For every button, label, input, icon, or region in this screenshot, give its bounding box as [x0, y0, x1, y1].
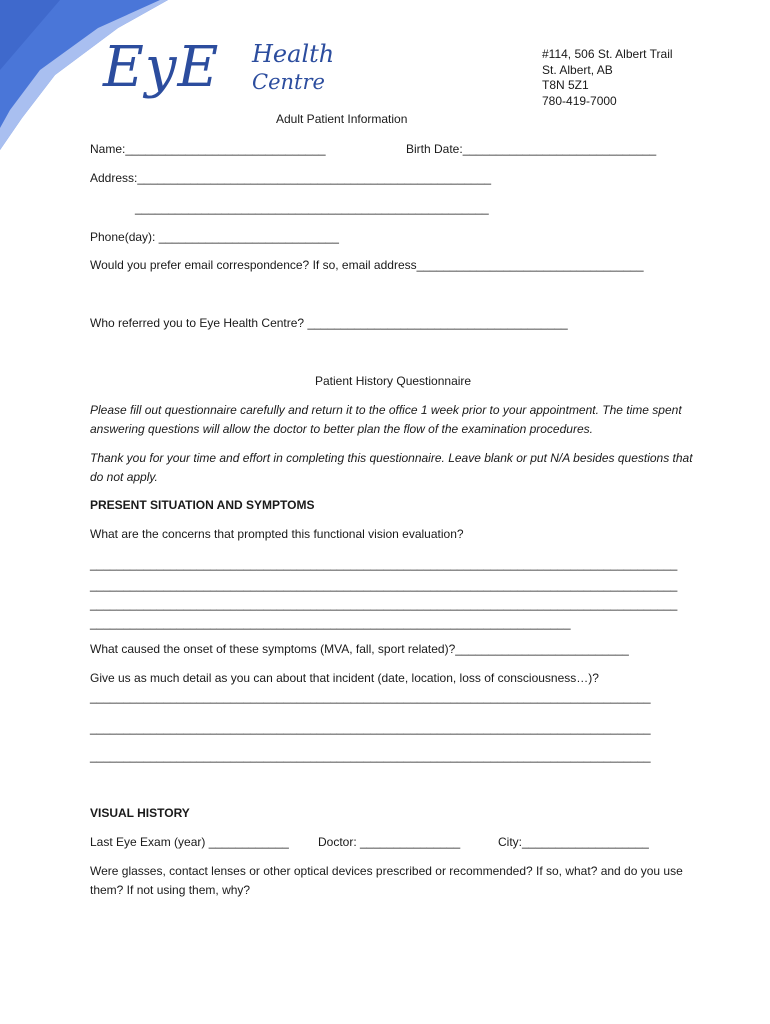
phone-field[interactable]: Phone(day): ___________________________	[90, 230, 339, 244]
answer-line[interactable]: ________________________________________________________________________________________	[90, 557, 678, 571]
questionnaire-intro: Please fill out questionnaire carefully and return it to the office 1 week prior to your appointment. The time spent answering questions will allow the doctor to better plan the flow of the examination procedures.	[90, 403, 682, 436]
section-present-situation: PRESENT SITUATION AND SYMPTOMS	[90, 498, 315, 512]
detail-answer-line[interactable]: ____________________________________________________________________________________	[90, 690, 651, 704]
birth-date-field[interactable]: Birth Date:_____________________________	[406, 142, 657, 156]
form-title: Adult Patient Information	[276, 112, 408, 126]
questionnaire-thanks: Thank you for your time and effort in completing this questionnaire. Leave blank or put N/A besides questions that do not apply.	[90, 451, 693, 484]
section-visual-history: VISUAL HISTORY	[90, 806, 190, 820]
logo-health-text: Health	[252, 40, 335, 68]
address-field-line-1[interactable]: Address:_____________________________________________________	[90, 171, 492, 185]
answer-line[interactable]: ________________________________________________________________________________________	[90, 597, 678, 611]
question-concerns: What are the concerns that prompted this functional vision evaluation?	[90, 527, 464, 541]
email-field[interactable]: Would you prefer email correspondence? If so, email address__________________________________	[90, 258, 644, 272]
doctor-field[interactable]: Doctor: _______________	[318, 835, 461, 849]
city-field[interactable]: City:___________________	[498, 835, 649, 849]
referred-by-field[interactable]: Who referred you to Eye Health Centre? _______________________________________	[90, 316, 568, 330]
detail-answer-line[interactable]: ____________________________________________________________________________________	[90, 749, 651, 763]
address-line-3: T8N 5Z1	[542, 78, 589, 92]
question-glasses: Were glasses, contact lenses or other optical devices prescribed or recommended? If so, what? and do you use them? If not using them, why?	[90, 864, 683, 897]
last-eye-exam-field[interactable]: Last Eye Exam (year) ____________	[90, 835, 289, 849]
question-incident-detail: Give us as much detail as you can about that incident (date, location, loss of consciousness…)?	[90, 671, 599, 685]
logo-centre-text: Centre	[252, 70, 325, 94]
clinic-address	[542, 47, 673, 109]
address-phone: 780-419-7000	[542, 93, 617, 108]
address-line-2: St. Albert, AB	[542, 62, 613, 77]
name-field[interactable]: Name:______________________________	[90, 142, 326, 156]
question-onset[interactable]: What caused the onset of these symptoms (MVA, fall, sport related)?__________________________	[90, 642, 629, 656]
answer-line[interactable]: ________________________________________________________________________________________	[90, 578, 678, 592]
detail-answer-line[interactable]: ____________________________________________________________________________________	[90, 721, 651, 735]
logo-eye-text: EyE	[103, 35, 220, 100]
address-line-1: #114, 506 St. Albert Trail	[542, 47, 673, 61]
answer-line[interactable]: ________________________________________________________________________	[90, 616, 571, 630]
questionnaire-title: Patient History Questionnaire	[315, 374, 472, 388]
address-field-line-2[interactable]: _____________________________________________________	[135, 201, 489, 215]
